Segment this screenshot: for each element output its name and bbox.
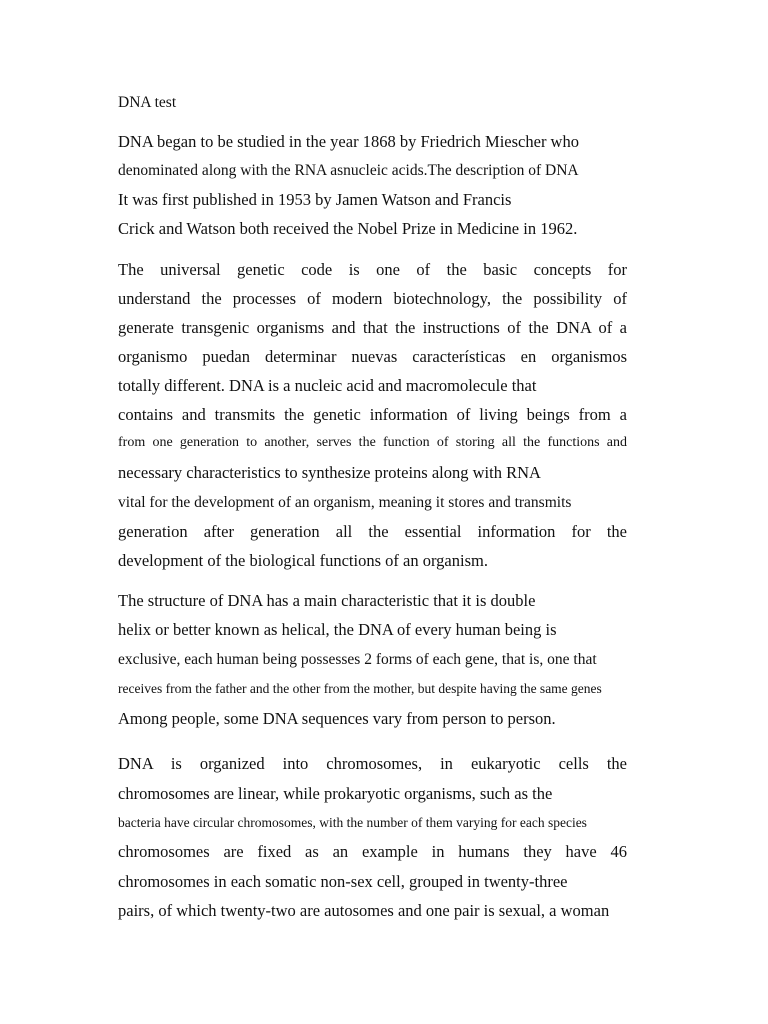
text-line: from one generation to another, serves the function of storing all the functions and	[118, 435, 627, 450]
text-line: chromosomes in each somatic non-sex cell, grouped in twenty-three	[118, 872, 568, 891]
text-line: contains and transmits the genetic information of living beings from a	[118, 405, 627, 424]
text-line: The universal genetic code is one of the basic concepts for	[118, 260, 627, 279]
text-line: The structure of DNA has a main characteristic that it is double	[118, 591, 536, 610]
text-line: denominated along with the RNA asnucleic acids.The description of DNA	[118, 162, 579, 179]
text-line: necessary characteristics to synthesize proteins along with RNA	[118, 463, 541, 482]
text-line: DNA began to be studied in the year 1868 by Friedrich Miescher who	[118, 132, 579, 151]
text-line: It was first published in 1953 by Jamen Watson and Francis	[118, 190, 512, 209]
text-line: bacteria have circular chromosomes, with the number of them varying for each species	[118, 815, 587, 830]
text-line: helix or better known as helical, the DNA of every human being is	[118, 620, 557, 639]
text-line: understand the processes of modern biotechnology, the possibility of	[118, 289, 627, 308]
text-line: chromosomes are linear, while prokaryotic organisms, such as the	[118, 784, 553, 803]
text-line: Among people, some DNA sequences vary from person to person.	[118, 709, 556, 728]
text-line: organismo puedan determinar nuevas características en organismos	[118, 347, 627, 366]
text-line: Crick and Watson both received the Nobel Prize in Medicine in 1962.	[118, 219, 578, 238]
text-line: generate transgenic organisms and that the instructions of the DNA of a	[118, 318, 627, 337]
text-line: receives from the father and the other from the mother, but despite having the same genes	[118, 681, 602, 696]
text-line: exclusive, each human being possesses 2 forms of each gene, that is, one that	[118, 651, 597, 668]
text-line: pairs, of which twenty-two are autosomes and one pair is sexual, a woman	[118, 901, 610, 920]
text-line: DNA is organized into chromosomes, in eukaryotic cells the	[118, 754, 627, 773]
text-line: totally different. DNA is a nucleic acid and macromolecule that	[118, 376, 537, 395]
text-line: generation after generation all the essential information for the	[118, 522, 627, 541]
text-line: development of the biological functions of an organism.	[118, 551, 488, 570]
text-line: vital for the development of an organism, meaning it stores and transmits	[118, 494, 572, 511]
document-title: DNA test	[118, 94, 177, 111]
text-line: chromosomes are fixed as an example in humans they have 46	[118, 842, 627, 861]
